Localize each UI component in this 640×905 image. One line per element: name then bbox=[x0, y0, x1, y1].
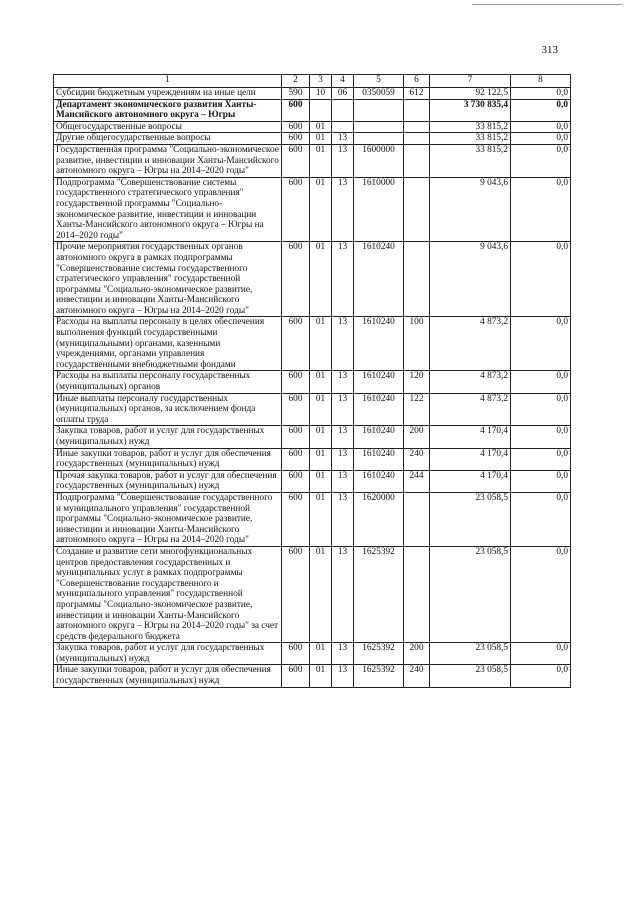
row-type-cell bbox=[404, 144, 430, 177]
row-target-cell: 0350059 bbox=[354, 88, 404, 100]
row-name-cell: Подпрограмма "Совершенствование системы государственного стратегического управления" государственной программы "Социально-экономическое развитие, инвестиции и инновации Ханты-Мансийского автономного округа – Югры на 2014–2020 годы" bbox=[54, 177, 282, 242]
row-amount-cell: 33 815,2 bbox=[430, 133, 511, 145]
row-type-cell: 612 bbox=[404, 88, 430, 100]
table-row bbox=[54, 242, 571, 317]
row-name-cell: Иные закупки товаров, работ и услуг для обеспечения государственных (муниципальных) нужд bbox=[54, 448, 282, 470]
row-amount-cell: 4 170,4 bbox=[430, 426, 511, 448]
row-name-cell: Субсидии бюджетным учреждениям на иные цели bbox=[54, 88, 282, 100]
row-target-cell: 1600000 bbox=[354, 144, 404, 177]
row-target-cell: 1620000 bbox=[354, 492, 404, 546]
row-code-cell: 600 bbox=[282, 492, 310, 546]
row-amount-cell: 23 058,5 bbox=[430, 665, 511, 687]
table-row bbox=[54, 393, 571, 426]
row-extra-cell: 0,0 bbox=[511, 448, 571, 470]
row-extra-cell: 0,0 bbox=[511, 88, 571, 100]
row-target-cell: 1625392 bbox=[354, 665, 404, 687]
column-header: 5 bbox=[354, 75, 404, 88]
row-subsection-cell: 13 bbox=[332, 133, 354, 145]
row-amount-cell: 9 043,6 bbox=[430, 242, 511, 317]
row-code-cell: 600 bbox=[282, 133, 310, 145]
row-code-cell: 600 bbox=[282, 448, 310, 470]
row-target-cell: 1610240 bbox=[354, 317, 404, 371]
row-extra-cell: 0,0 bbox=[511, 121, 571, 133]
row-extra-cell: 0,0 bbox=[511, 546, 571, 642]
row-subsection-cell: 13 bbox=[332, 317, 354, 371]
row-subsection-cell: 13 bbox=[332, 426, 354, 448]
row-name-cell: Департамент экономического развития Ханты-Мансийского автономного округа – Югры bbox=[54, 99, 282, 121]
row-subsection-cell bbox=[332, 121, 354, 133]
table-row bbox=[54, 88, 571, 100]
row-code-cell: 600 bbox=[282, 99, 310, 121]
row-target-cell bbox=[354, 133, 404, 145]
row-amount-cell: 4 873,2 bbox=[430, 393, 511, 426]
row-type-cell bbox=[404, 242, 430, 317]
row-code-cell: 600 bbox=[282, 393, 310, 426]
column-header: 3 bbox=[310, 75, 332, 88]
row-subsection-cell: 13 bbox=[332, 546, 354, 642]
row-type-cell bbox=[404, 177, 430, 242]
row-type-cell: 100 bbox=[404, 317, 430, 371]
row-name-cell: Государственная программа "Социально-экономическое развитие, инвестиции и инновации Ханты-Мансийского автономного округа – Югры на 2014–2020 годы" bbox=[54, 144, 282, 177]
table-row bbox=[54, 492, 571, 546]
row-section-cell: 01 bbox=[310, 242, 332, 317]
row-name-cell: Расходы на выплаты персоналу в целях обеспечения выполнения функций государственными (муниципальными) органами, казенными учреждениями, органами управления государственными внебюджетными фондами bbox=[54, 317, 282, 371]
row-target-cell bbox=[354, 99, 404, 121]
table-row bbox=[54, 99, 571, 121]
row-section-cell: 01 bbox=[310, 426, 332, 448]
row-type-cell: 244 bbox=[404, 470, 430, 492]
row-name-cell: Прочая закупка товаров, работ и услуг для обеспечения государственных (муниципальных) нужд bbox=[54, 470, 282, 492]
row-amount-cell: 4 170,4 bbox=[430, 448, 511, 470]
row-target-cell: 1610240 bbox=[354, 426, 404, 448]
row-code-cell: 600 bbox=[282, 177, 310, 242]
row-amount-cell: 92 122,5 bbox=[430, 88, 511, 100]
row-section-cell: 01 bbox=[310, 133, 332, 145]
row-section-cell: 01 bbox=[310, 177, 332, 242]
row-code-cell: 590 bbox=[282, 88, 310, 100]
row-code-cell: 600 bbox=[282, 643, 310, 665]
table-row bbox=[54, 546, 571, 642]
row-extra-cell: 0,0 bbox=[511, 133, 571, 145]
table-row bbox=[54, 371, 571, 393]
row-section-cell: 01 bbox=[310, 448, 332, 470]
row-target-cell: 1625392 bbox=[354, 643, 404, 665]
row-subsection-cell: 13 bbox=[332, 492, 354, 546]
row-extra-cell: 0,0 bbox=[511, 665, 571, 687]
row-target-cell bbox=[354, 121, 404, 133]
row-extra-cell: 0,0 bbox=[511, 371, 571, 393]
budget-table bbox=[53, 74, 571, 688]
row-section-cell: 01 bbox=[310, 643, 332, 665]
page-number: 313 bbox=[541, 44, 558, 56]
row-code-cell: 600 bbox=[282, 242, 310, 317]
row-extra-cell: 0,0 bbox=[511, 470, 571, 492]
row-amount-cell: 4 170,4 bbox=[430, 470, 511, 492]
row-amount-cell: 23 058,5 bbox=[430, 546, 511, 642]
row-code-cell: 600 bbox=[282, 144, 310, 177]
row-code-cell: 600 bbox=[282, 665, 310, 687]
top-rule bbox=[472, 4, 622, 5]
table-row bbox=[54, 317, 571, 371]
row-subsection-cell: 13 bbox=[332, 371, 354, 393]
row-type-cell bbox=[404, 492, 430, 546]
table-row bbox=[54, 665, 571, 687]
row-code-cell: 600 bbox=[282, 426, 310, 448]
row-amount-cell: 23 058,5 bbox=[430, 492, 511, 546]
row-code-cell: 600 bbox=[282, 371, 310, 393]
row-type-cell: 240 bbox=[404, 665, 430, 687]
row-type-cell bbox=[404, 546, 430, 642]
table-row bbox=[54, 144, 571, 177]
table-row bbox=[54, 121, 571, 133]
column-header: 6 bbox=[404, 75, 430, 88]
row-target-cell: 1610000 bbox=[354, 177, 404, 242]
row-subsection-cell bbox=[332, 99, 354, 121]
row-target-cell: 1610240 bbox=[354, 470, 404, 492]
row-subsection-cell: 13 bbox=[332, 470, 354, 492]
row-name-cell: Общегосударственные вопросы bbox=[54, 121, 282, 133]
row-amount-cell: 33 815,2 bbox=[430, 121, 511, 133]
row-subsection-cell: 13 bbox=[332, 643, 354, 665]
row-section-cell: 01 bbox=[310, 492, 332, 546]
column-header: 2 bbox=[282, 75, 310, 88]
row-name-cell: Создание и развитие сети многофункциональных центров предоставления государственных и муниципальных услуг в рамках подпрограммы "Совершенствование государственного и муниципального управления" государственной программы "Социально-экономическое развитие, инвестиции и инновации Ханты-Мансийского автономного округа – Югры на 2014–2020 годы" за счет средств федерального бюджета bbox=[54, 546, 282, 642]
row-subsection-cell: 13 bbox=[332, 393, 354, 426]
column-header: 1 bbox=[54, 75, 282, 88]
row-section-cell: 01 bbox=[310, 144, 332, 177]
row-code-cell: 600 bbox=[282, 317, 310, 371]
row-subsection-cell: 06 bbox=[332, 88, 354, 100]
row-name-cell: Прочие мероприятия государственных органов автономного округа в рамках подпрограммы "Совершенствование системы государственного стратегического управления" государственной программы "Социально-экономическое развитие, инвестиции и инновации Ханты-Мансийского автономного округа – Югры на 2014–2020 годы" bbox=[54, 242, 282, 317]
row-subsection-cell: 13 bbox=[332, 665, 354, 687]
row-type-cell bbox=[404, 99, 430, 121]
row-extra-cell: 0,0 bbox=[511, 317, 571, 371]
row-amount-cell: 3 730 835,4 bbox=[430, 99, 511, 121]
row-code-cell: 600 bbox=[282, 470, 310, 492]
row-extra-cell: 0,0 bbox=[511, 144, 571, 177]
row-target-cell: 1610240 bbox=[354, 393, 404, 426]
row-section-cell: 01 bbox=[310, 317, 332, 371]
header-row bbox=[54, 75, 571, 88]
row-section-cell: 01 bbox=[310, 371, 332, 393]
row-name-cell: Иные закупки товаров, работ и услуг для обеспечения государственных (муниципальных) нужд bbox=[54, 665, 282, 687]
table-body bbox=[54, 88, 571, 688]
row-section-cell: 01 bbox=[310, 665, 332, 687]
row-extra-cell: 0,0 bbox=[511, 177, 571, 242]
row-type-cell: 122 bbox=[404, 393, 430, 426]
row-target-cell: 1610240 bbox=[354, 242, 404, 317]
row-name-cell: Расходы на выплаты персоналу государственных (муниципальных) органов bbox=[54, 371, 282, 393]
row-section-cell: 01 bbox=[310, 121, 332, 133]
row-section-cell bbox=[310, 99, 332, 121]
table-row bbox=[54, 177, 571, 242]
table-row bbox=[54, 643, 571, 665]
row-extra-cell: 0,0 bbox=[511, 242, 571, 317]
row-code-cell: 600 bbox=[282, 121, 310, 133]
row-name-cell: Подпрограмма "Совершенствование государственного и муниципального управления" государственной программы "Социально-экономическое развитие, инвестиции и инновации Ханты-Мансийского автономного округа – Югры на 2014–2020 годы" bbox=[54, 492, 282, 546]
row-name-cell: Другие общегосударственные вопросы bbox=[54, 133, 282, 145]
table-row bbox=[54, 133, 571, 145]
row-type-cell: 200 bbox=[404, 643, 430, 665]
row-name-cell: Иные выплаты персоналу государственных (муниципальных) органов, за исключением фонда оплаты труда bbox=[54, 393, 282, 426]
row-code-cell: 600 bbox=[282, 546, 310, 642]
row-type-cell bbox=[404, 133, 430, 145]
row-type-cell: 200 bbox=[404, 426, 430, 448]
row-extra-cell: 0,0 bbox=[511, 492, 571, 546]
row-target-cell: 1610240 bbox=[354, 371, 404, 393]
row-target-cell: 1625392 bbox=[354, 546, 404, 642]
row-type-cell bbox=[404, 121, 430, 133]
row-section-cell: 01 bbox=[310, 546, 332, 642]
row-amount-cell: 4 873,2 bbox=[430, 317, 511, 371]
column-header: 4 bbox=[332, 75, 354, 88]
row-subsection-cell: 13 bbox=[332, 177, 354, 242]
row-type-cell: 240 bbox=[404, 448, 430, 470]
table-row bbox=[54, 470, 571, 492]
row-extra-cell: 0,0 bbox=[511, 393, 571, 426]
column-header: 7 bbox=[430, 75, 511, 88]
row-extra-cell: 0,0 bbox=[511, 99, 571, 121]
row-target-cell: 1610240 bbox=[354, 448, 404, 470]
table-row bbox=[54, 426, 571, 448]
row-section-cell: 01 bbox=[310, 393, 332, 426]
row-section-cell: 01 bbox=[310, 470, 332, 492]
row-subsection-cell: 13 bbox=[332, 448, 354, 470]
row-extra-cell: 0,0 bbox=[511, 426, 571, 448]
row-amount-cell: 9 043,6 bbox=[430, 177, 511, 242]
row-section-cell: 10 bbox=[310, 88, 332, 100]
row-subsection-cell: 13 bbox=[332, 144, 354, 177]
row-subsection-cell: 13 bbox=[332, 242, 354, 317]
table-row bbox=[54, 448, 571, 470]
row-amount-cell: 23 058,5 bbox=[430, 643, 511, 665]
row-name-cell: Закупка товаров, работ и услуг для государственных (муниципальных) нужд bbox=[54, 643, 282, 665]
row-type-cell: 120 bbox=[404, 371, 430, 393]
column-header: 8 bbox=[511, 75, 571, 88]
row-amount-cell: 33 815,2 bbox=[430, 144, 511, 177]
row-name-cell: Закупка товаров, работ и услуг для государственных (муниципальных) нужд bbox=[54, 426, 282, 448]
row-extra-cell: 0,0 bbox=[511, 643, 571, 665]
row-amount-cell: 4 873,2 bbox=[430, 371, 511, 393]
